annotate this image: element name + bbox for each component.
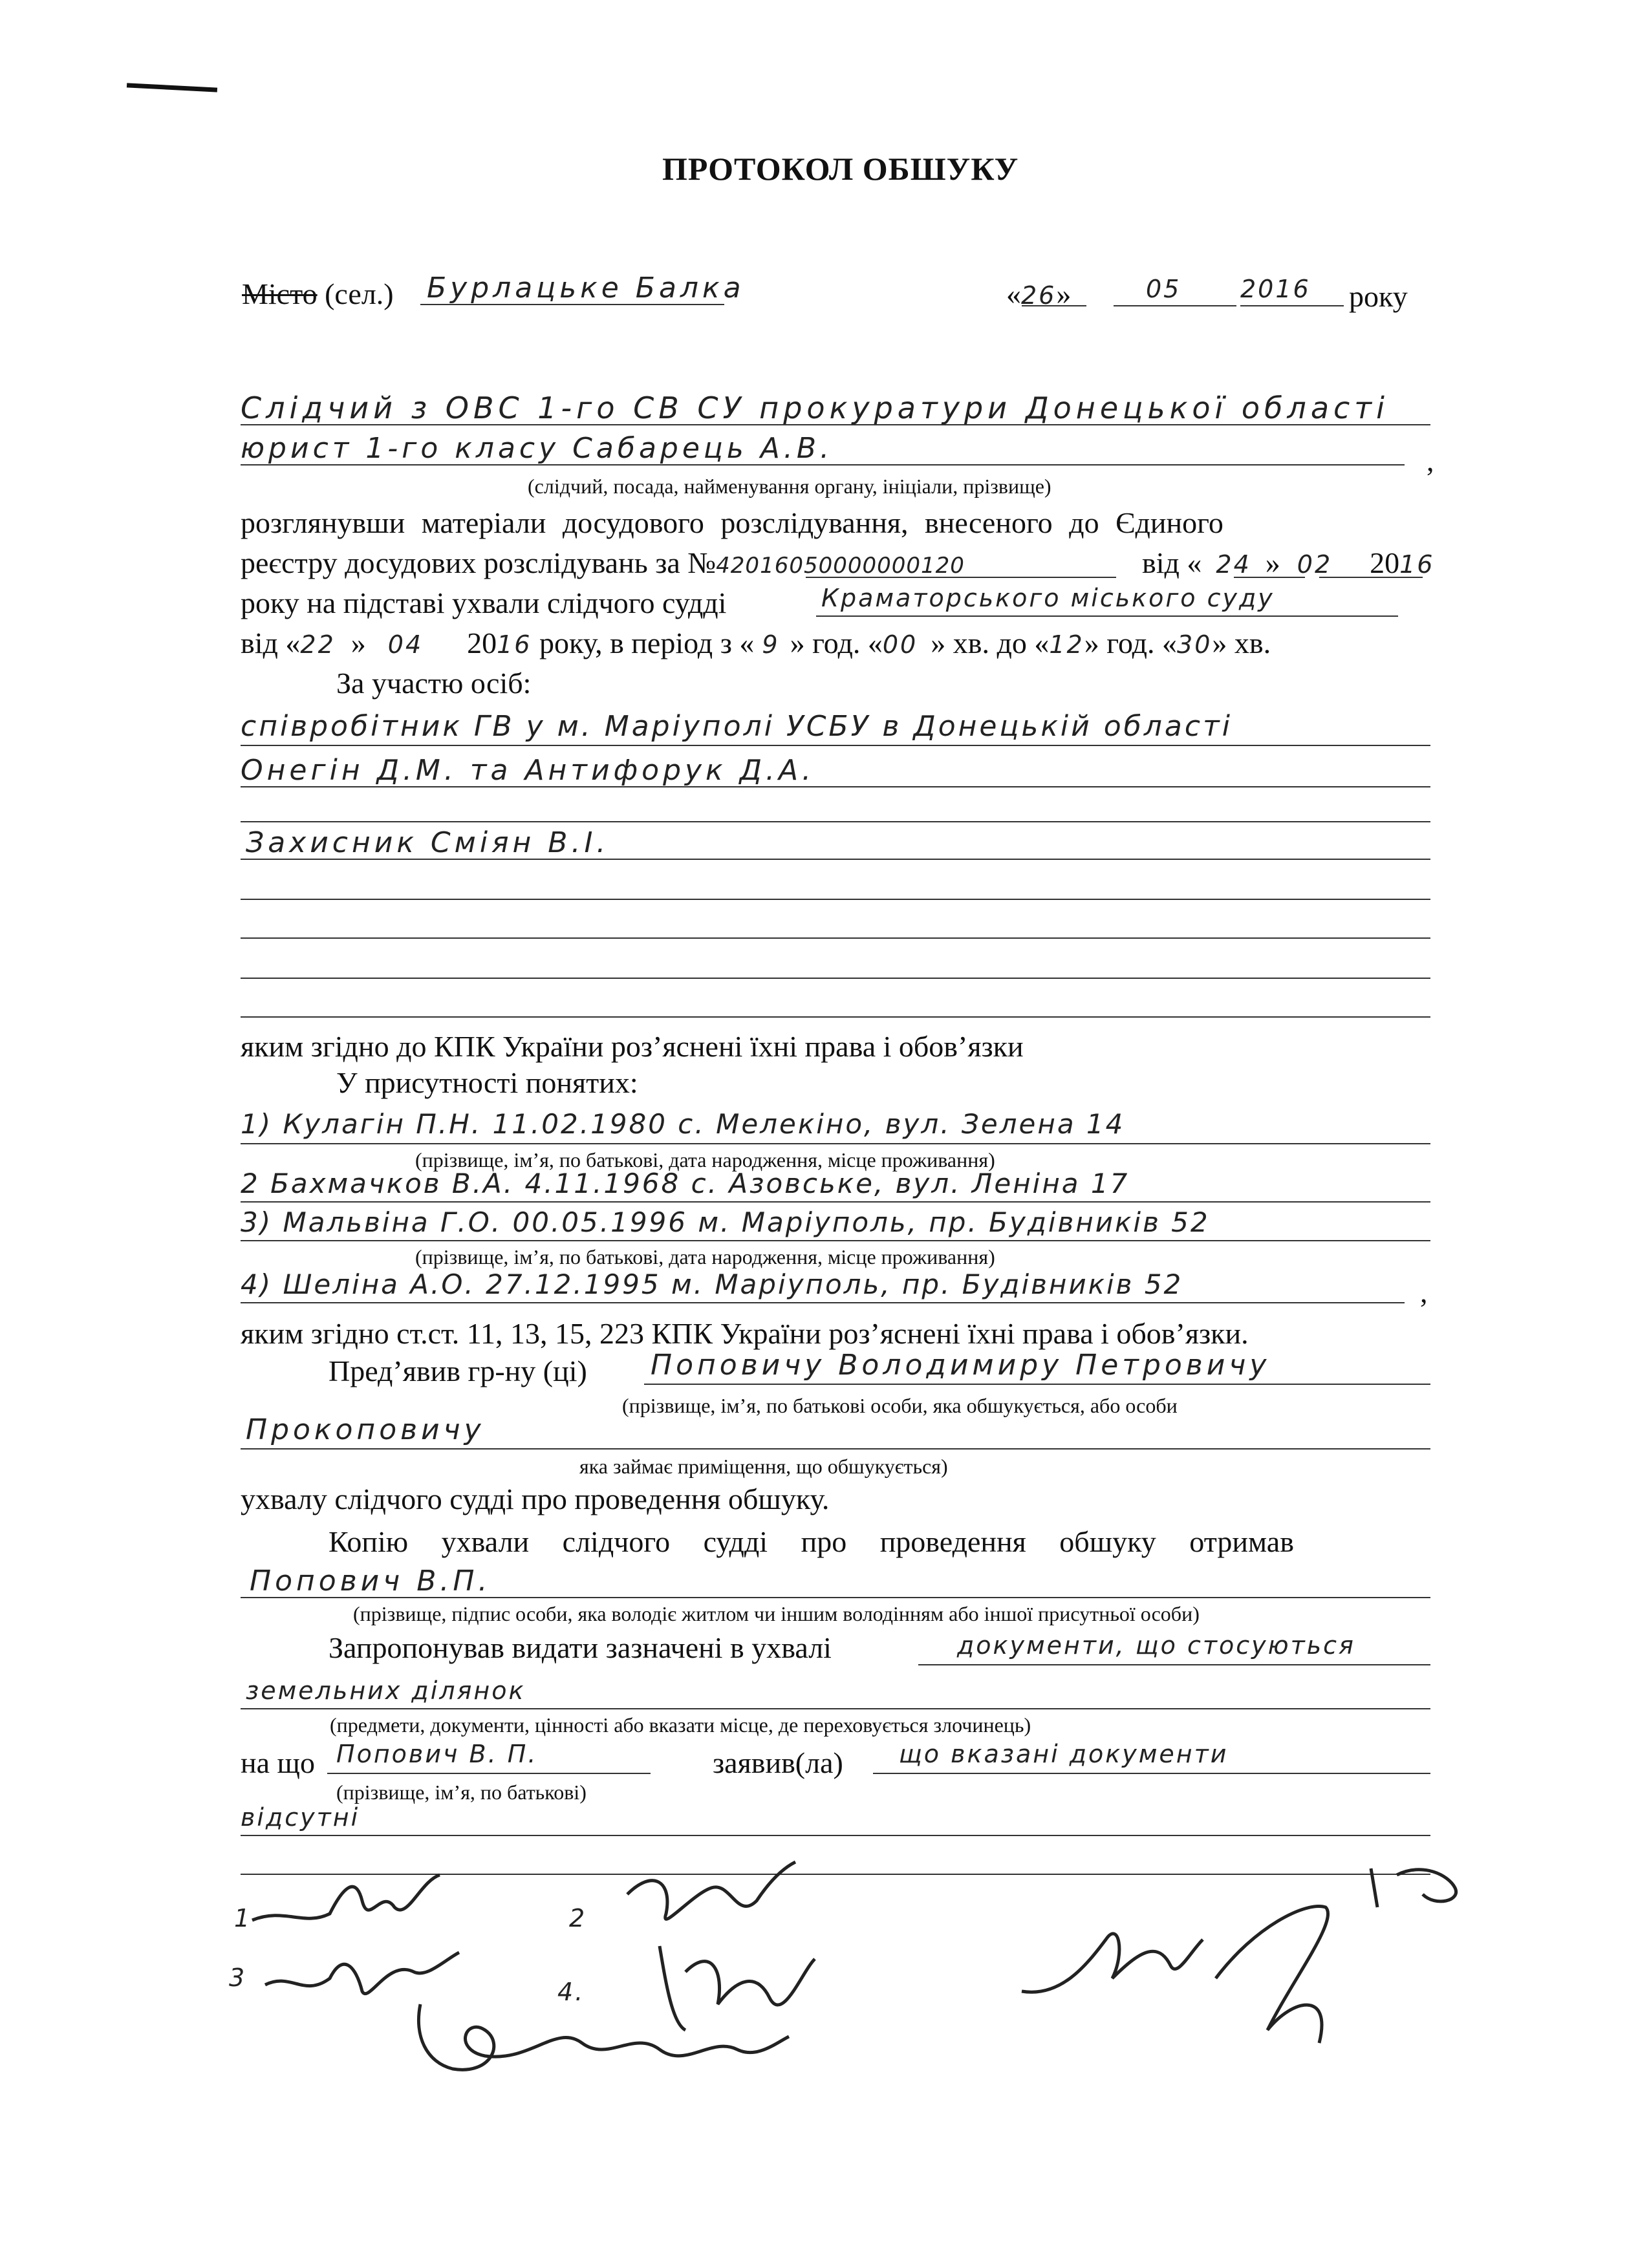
offered-items-2: земельних ділянок — [246, 1676, 526, 1705]
presented-person-2: Прокоповичу — [246, 1413, 485, 1446]
copy-recipient: Попович В.П. — [250, 1565, 491, 1598]
date-line: «26» — [1006, 277, 1072, 310]
participants-label: За участю осіб: — [336, 667, 532, 700]
body-line-2: реєстру досудових розслідувань за №42016050000000120 — [241, 546, 965, 579]
presented-caption-1: (прізвище, ім’я, по батькові особи, яка обшукується, або особи — [622, 1394, 1178, 1417]
presented-person-1: Поповичу Володимиру Петровичу — [651, 1349, 1271, 1382]
date-year-word: року — [1349, 280, 1408, 313]
stated-caption: (прізвище, ім’я, по батькові) — [336, 1781, 587, 1804]
copy-text: Копію ухвали слідчого судді про проведення обшуку отримав — [329, 1525, 1294, 1558]
participants-line-2: Онегін Д.М. та Антифорук Д.А. — [241, 754, 815, 787]
statement-1: що вказані документи — [899, 1740, 1229, 1768]
witness-caption-2: (прізвище, ім’я, по батькові, дата народження, місце проживання) — [415, 1245, 995, 1268]
investigator-line-1: Слідчий з ОВС 1-го СВ СУ прокуратури Донецької області — [241, 390, 1389, 425]
witness-4-comma: , — [1420, 1276, 1428, 1309]
offered-caption: (предмети, документи, цінності або вказати місце, де переховується злочинець) — [330, 1713, 1031, 1737]
investigator-line-2: юрист 1-го класу Сабарець А.В. — [241, 432, 834, 465]
erdr-date: від « 24 » 02 2016 — [1142, 546, 1435, 579]
place-value: Бурлацьке Балка — [427, 272, 745, 305]
signature-2 — [614, 1856, 808, 1946]
on-what-label: на що — [241, 1746, 315, 1779]
presented-label: Пред’явив гр-ну (ці) — [329, 1354, 587, 1387]
signature-6 — [1177, 1849, 1487, 2056]
witness-caption-1: (прізвище, ім’я, по батькові, дата народження, місце проживання) — [415, 1148, 995, 1171]
body-line-1: розглянувши матеріали досудового розслідування, внесеного до Єдиного — [241, 506, 1223, 539]
court-name: Краматорського міського суду — [821, 584, 1275, 612]
stated-label: заявив(ла) — [713, 1746, 843, 1779]
offered-text: Запропонував видати зазначені в ухвалі — [329, 1631, 832, 1664]
stated-by: Попович В. П. — [336, 1740, 538, 1768]
copy-caption: (прізвище, підпис особи, яка володіє житлом чи іншим володінням або іншої присутньої особи) — [353, 1602, 1200, 1625]
presented-line-end: ухвалу слідчого судді про проведення обшуку. — [241, 1482, 830, 1515]
presented-caption-2: яка займає приміщення, що обшукується) — [579, 1455, 948, 1478]
signature-number-3: 3 — [229, 1963, 247, 1992]
date-month: 05 — [1146, 275, 1181, 303]
witness-3: 3) Мальвіна Г.О. 00.05.1996 м. Маріуполь, пр. Будівників 52 — [241, 1206, 1210, 1238]
date-year: 2016 — [1240, 275, 1311, 303]
participants-rights: яким згідно до КПК України роз’яснені їхні права і обов’язки — [241, 1030, 1024, 1063]
investigator-comma: , — [1427, 444, 1434, 477]
witness-4: 4) Шеліна А.О. 27.12.1995 м. Маріуполь, пр. Будівників 52 — [241, 1268, 1183, 1300]
participants-line-3: Захисник Сміян В.І. — [246, 826, 610, 859]
witnesses-label: У присутності понятих: — [336, 1066, 638, 1099]
body-line-3: року на підставі ухвали слідчого судді — [241, 586, 727, 619]
body-line-4: від «22 » 04 2016 року, в період з « 9 » год. «00 » хв. до «12» год. «30» хв. — [241, 626, 1271, 659]
offered-items-1: документи, що стосуються — [957, 1631, 1355, 1660]
signature-number-2: 2 — [569, 1904, 587, 1932]
document-title: ПРОТОКОЛ ОБШУКУ — [662, 151, 1019, 187]
signature-number-1: 1 — [234, 1904, 252, 1932]
place-label-struck: Місто (сел.) — [242, 277, 394, 310]
signature-7 — [401, 1978, 802, 2095]
witnesses-rights: яким згідно ст.ст. 11, 13, 15, 223 КПК України роз’яснені їхні права і обов’язки. — [241, 1317, 1249, 1350]
participants-line-1: співробітник ГВ у м. Маріуполі УСБУ в Донецькій області — [241, 710, 1233, 743]
signature-number-4: 4. — [557, 1978, 585, 2006]
statement-2: відсутні — [241, 1803, 360, 1832]
witness-1: 1) Кулагін П.Н. 11.02.1980 с. Мелекіно, вул. Зелена 14 — [241, 1108, 1125, 1140]
corner-mark — [127, 83, 217, 92]
witness-2: 2 Бахмачков В.А. 4.11.1968 с. Азовське, вул. Леніна 17 — [241, 1168, 1130, 1199]
investigator-caption: (слідчий, посада, найменування органу, ініціали, прізвище) — [528, 475, 1051, 498]
